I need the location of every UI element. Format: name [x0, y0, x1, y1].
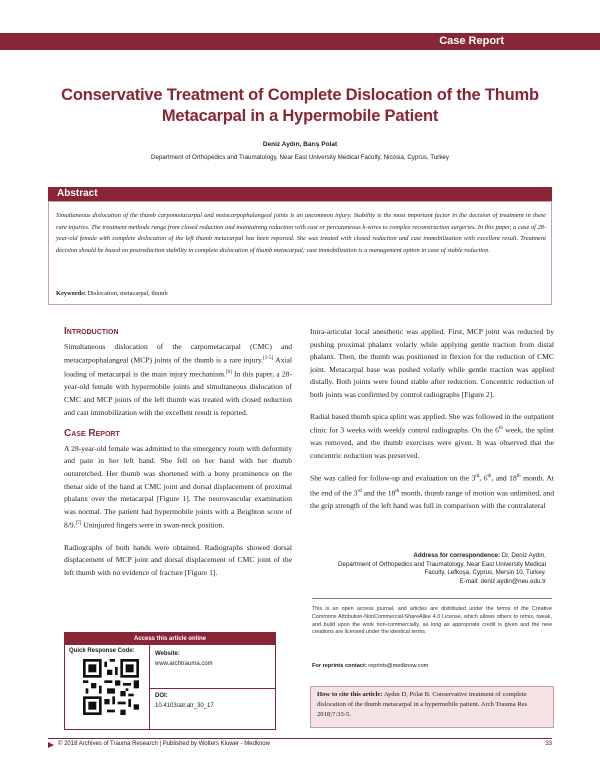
case-paragraph-2: Radiographs of both hands were obtained. Radiographs showed dorsal displacement of MCP joint and dorsal displacement of CMC joint of the left thumb with no evidence of fracture [Figure 1]. [64, 542, 292, 577]
right-column [310, 326, 554, 521]
abstract-heading: Abstract [48, 187, 552, 201]
intro-text-c: In this paper, a 28-year-old female with hypermobile joints and simultaneous dislocation of CMC and MCP joints of the left thumb was treated with closed reduction and cast immobilization with the excellent result is reported. [64, 369, 292, 417]
website-link[interactable]: www.archtrauma.com [155, 661, 213, 667]
p3-a: She was called for follow-up and evaluation on the 3 [310, 474, 476, 483]
intro-paragraph [64, 341, 292, 420]
p2-text-a: Radial based thumb spica splint was applied. She was followed in the outpatient clinic for 3 weeks with weekly control radiographs. On the 6 [310, 411, 554, 435]
p2-sup: th [498, 426, 503, 432]
p3-sup-3: th [516, 474, 521, 480]
title-line-1: Conservative Treatment of Complete Dislocation of the Thumb [61, 86, 539, 104]
access-divider-h [149, 688, 275, 689]
p3-sup-2: th [487, 474, 492, 480]
p3-f: month, thumb range of motion was unlimited, and the grip strength of the left hand was full in comparison with the contralateral [310, 488, 554, 510]
right-paragraph-3 [310, 471, 554, 512]
affiliation: Department of Orthopedics and Traumatology, Near East University Medical Faculty, Nicosia, Cyprus, Turkey [151, 154, 449, 161]
reprints-label: For reprints contact: [312, 663, 367, 669]
correspondence-email[interactable]: E-mail: deniz.aydin@neu.edu.tr [459, 577, 546, 585]
keywords-label: Keywords: [56, 290, 86, 297]
citation-text: Aydın D, Polat B. Conservative treatment of complete dislocation of the thumb metacarpal in a hypermobile patient. Arch Trauma Res 2018;7:33-5. [317, 691, 528, 718]
citation-box [310, 686, 554, 728]
title-line-2: Metacarpal in a Hypermobile Patient [161, 107, 439, 125]
intro-ref-1[interactable]: [1-5] [263, 356, 274, 362]
page-footer [48, 738, 552, 750]
p3-c: , and 18 [491, 474, 517, 483]
keywords-list: Dislocation, metacarpal, thumb [87, 290, 168, 297]
case-text-a: A 28-year-old female was admitted to the emergency room with deformity and pain in her left hand. She fell on her hand with her thumb outstretched. Her thumb was shortened with a bony prominence on the thenar side of the hand at CMC joint and dorsal displacement of proximal phalanx over the metacarpal [Figure 1]. The neurovascular examination was normal. The patient had hypermobile joints with a Beighton score of 8/9. [64, 443, 292, 530]
access-heading: Access this article online [65, 633, 275, 645]
page-number: 33 [545, 741, 552, 747]
reprints [312, 663, 428, 669]
left-column [64, 326, 292, 588]
footer-arrow-icon [48, 742, 54, 748]
p3-b: , 6 [479, 474, 488, 483]
intro-heading: Introduction [64, 326, 119, 337]
article-title [40, 85, 560, 127]
abstract-text: Simultaneous dislocation of the thumb carpometacarpal and metacarpophalangeal joints is an uncommon injury. Stability is the most important factor in the decision of treatment in these rare injuries. The treatment methods range from closed reduction and maintaining reduction with cast or percutaneous k-wires to complex reconstruction surgeries. In this paper, a case of 28-year-old female with complete dislocation of the left thumb metacarpal has been reported. She was treated with closed reduction and cast immobilization with excellent result. Treatment decision should be based on postreduction stability in complete dislocation of thumb metacarpal; cast immobilization is a management option in case of stable reduction. [56, 212, 546, 254]
qr-code-icon[interactable] [83, 659, 139, 715]
intro-text-a: Simultaneous dislocation of the carpometacarpal (CMC) and metacarpophalangeal (MCP) joints of the thumb is a rare injury. [64, 341, 292, 365]
p3-sup-1: rd [475, 474, 480, 480]
keywords [56, 290, 168, 297]
authors: Deniz Aydın, Barış Polat [262, 141, 338, 148]
p2-text-b: week, the splint was removed, and the thumb exercises were given. It was observed that the concentric reduction was preserved. [310, 425, 554, 460]
section-banner: Case Report [0, 33, 600, 50]
correspondence-address: Faculty, Lefkoşa, Cyprus, Mersin 10, Turkey. [424, 569, 546, 576]
qr-label: Quick Response Code: [69, 648, 135, 654]
intro-text-b: Axial loading of metacarpal is the main injury mechanism. [64, 355, 292, 379]
correspondence-label: Address for correspondence: [413, 552, 501, 559]
right-paragraph-2 [310, 411, 554, 463]
case-paragraph-1 [64, 443, 292, 533]
divider [312, 598, 552, 599]
footer-text: © 2018 Archives of Trauma Research | Published by Wolters Kluwer - Medknow [58, 741, 270, 747]
doi-link[interactable]: 10.4103/atr.atr_30_17 [155, 703, 214, 709]
reprints-email[interactable]: reprints@medknow.com [366, 663, 429, 669]
p3-d: month. At the end of the 3 [310, 474, 554, 498]
p3-sup-5: th [395, 488, 400, 494]
case-heading: Case Report [64, 428, 120, 440]
correspondence-dept: Department of Orthopedics and Traumatology, Near East University Medical [338, 560, 546, 568]
access-article-box [64, 632, 276, 730]
p3-e: and the 18 [361, 488, 396, 498]
right-paragraph-1: Intra-articular local anesthetic was applied. First, MCP joint was reducted by pushing proximal phalanx volarly while applying gentle traction from distal phalanx. Then, the thumb was positioned in flexion for the reduction of CMC joint. Metacarpal base was pushed volarly while gentle traction was applied distally. Both joints were found stable after reduction. Concentric reduction of both joints was confirmed by control radiographs [Figure 2]. [310, 327, 554, 399]
citation-label: How to cite this article: [317, 691, 383, 698]
correspondence-name: Dr. Deniz Aydın, [500, 552, 546, 559]
intro-ref-2[interactable]: [6] [225, 370, 232, 376]
case-ref[interactable]: [7] [75, 521, 82, 527]
correspondence [316, 552, 546, 586]
website-label: Website: [155, 651, 180, 657]
doi-label: DOI: [155, 693, 168, 699]
case-text-b: Uninjured fingers were in swan-neck position. [81, 520, 225, 530]
license-text: This is an open access journal, and articles are distributed under the terms of the Creative Commons Attribution-NonCommercial-ShareAlike 4.0 License, which allows others to remix, tweak, and build upon the work non-commercially, as long as appropriate credit is given and the new creations are licensed under the identical terms. [312, 606, 552, 636]
p3-sup-4: rd [357, 488, 362, 494]
